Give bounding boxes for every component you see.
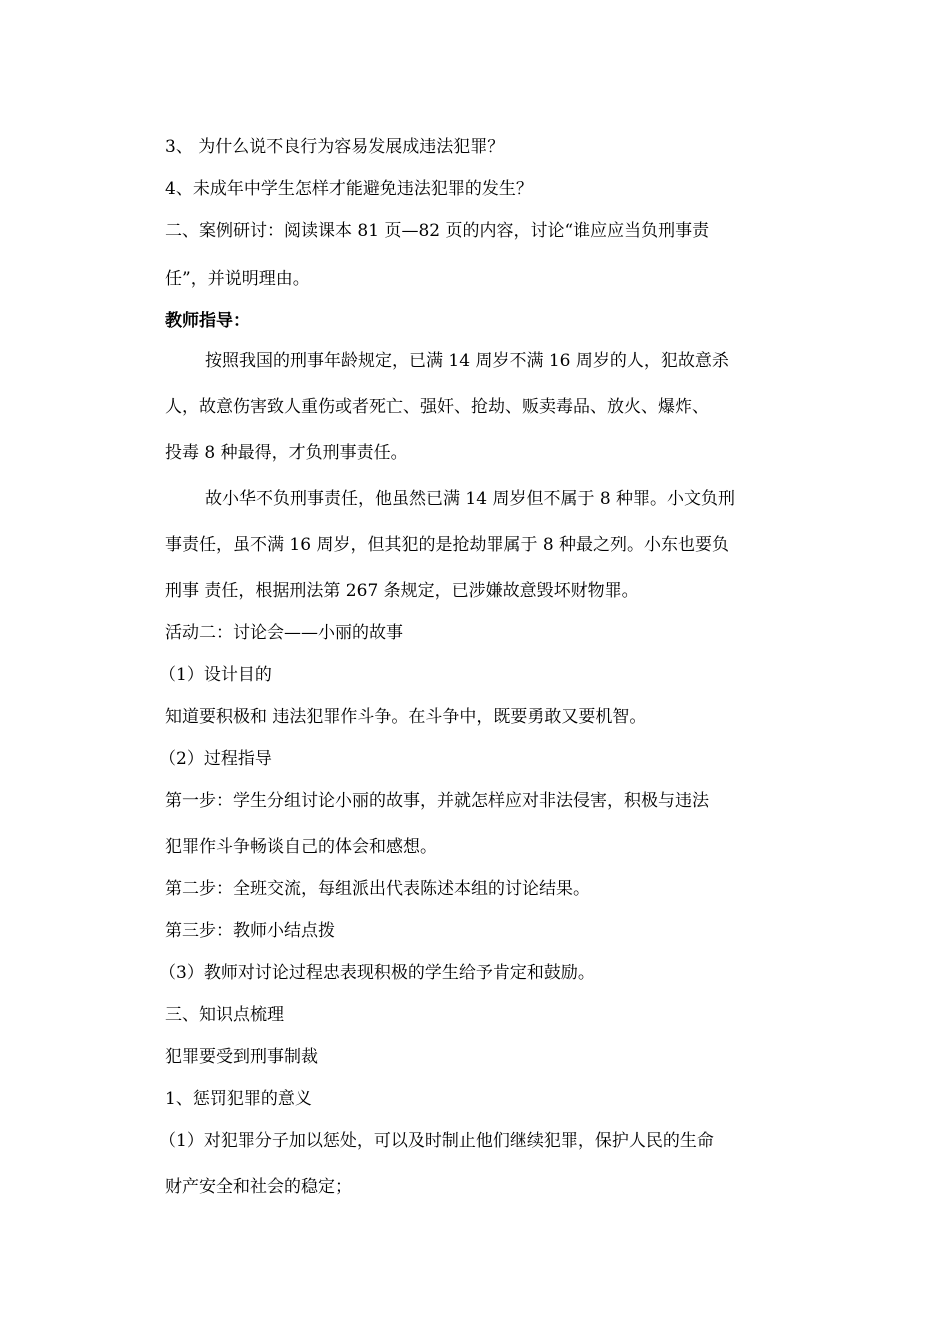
- activity-2-heading: 活动二：讨论会——小丽的故事: [165, 623, 403, 643]
- guidance-paragraph-2-line-1: 故小华不负刑事责任，他虽然已满 14 周岁但不属于 8 种罪。小文负刑: [205, 489, 736, 509]
- teacher-guidance-label: 教师指导：: [165, 311, 250, 331]
- question-4: 4、未成年中学生怎样才能避免违法犯罪的发生？: [165, 179, 533, 199]
- process-guidance-label: （2）过程指导: [159, 749, 272, 769]
- guidance-paragraph-2-line-2: 事责任，虽不满 16 周岁，但其犯的是抢劫罪属于 8 种最之列。小东也要负: [165, 535, 730, 555]
- topic-heading: 犯罪要受到刑事制裁: [165, 1047, 318, 1067]
- point-1-1-line-1: （1）对犯罪分子加以惩处，可以及时制止他们继续犯罪，保护人民的生命: [159, 1131, 714, 1151]
- point-1-1-line-2: 财产安全和社会的稳定；: [165, 1177, 352, 1197]
- guidance-paragraph-1-line-1: 按照我国的刑事年龄规定，已满 14 周岁不满 16 周岁的人，犯故意杀: [205, 351, 729, 371]
- design-purpose-label: （1）设计目的: [159, 665, 272, 685]
- point-1-heading: 1、惩罚犯罪的意义: [165, 1089, 312, 1109]
- question-3: 3、 为什么说不良行为容易发展成违法犯罪？: [165, 137, 505, 157]
- step-1-line-2: 犯罪作斗争畅谈自己的体会和感想。: [165, 837, 437, 857]
- step-2: 第二步：全班交流，每组派出代表陈述本组的讨论结果。: [165, 879, 590, 899]
- section-2-heading: 二、案例研讨：阅读课本 81 页—82 页的内容，讨论“谁应应当负刑事责: [165, 221, 710, 241]
- guidance-paragraph-2-line-3: 刑事 责任，根据刑法第 267 条规定，已涉嫌故意毁坏财物罪。: [165, 581, 639, 601]
- guidance-paragraph-1-line-2: 人，故意伤害致人重伤或者死亡、强奸、抢劫、贩卖毒品、放火、爆炸、: [165, 397, 709, 417]
- step-1-line-1: 第一步：学生分组讨论小丽的故事，并就怎样应对非法侵害，积极与违法: [165, 791, 709, 811]
- item-3-praise: （3）教师对讨论过程忠表现积极的学生给予肯定和鼓励。: [159, 963, 595, 983]
- section-2-heading-cont: 任”，并说明理由。: [165, 269, 310, 289]
- design-purpose-text: 知道要积极和 违法犯罪作斗争。在斗争中，既要勇敢又要机智。: [165, 707, 647, 727]
- section-3-heading: 三、知识点梳理: [165, 1005, 284, 1025]
- guidance-paragraph-1-line-3: 投毒 8 种最得，才负刑事责任。: [165, 443, 408, 463]
- step-3: 第三步：教师小结点拨: [165, 921, 335, 941]
